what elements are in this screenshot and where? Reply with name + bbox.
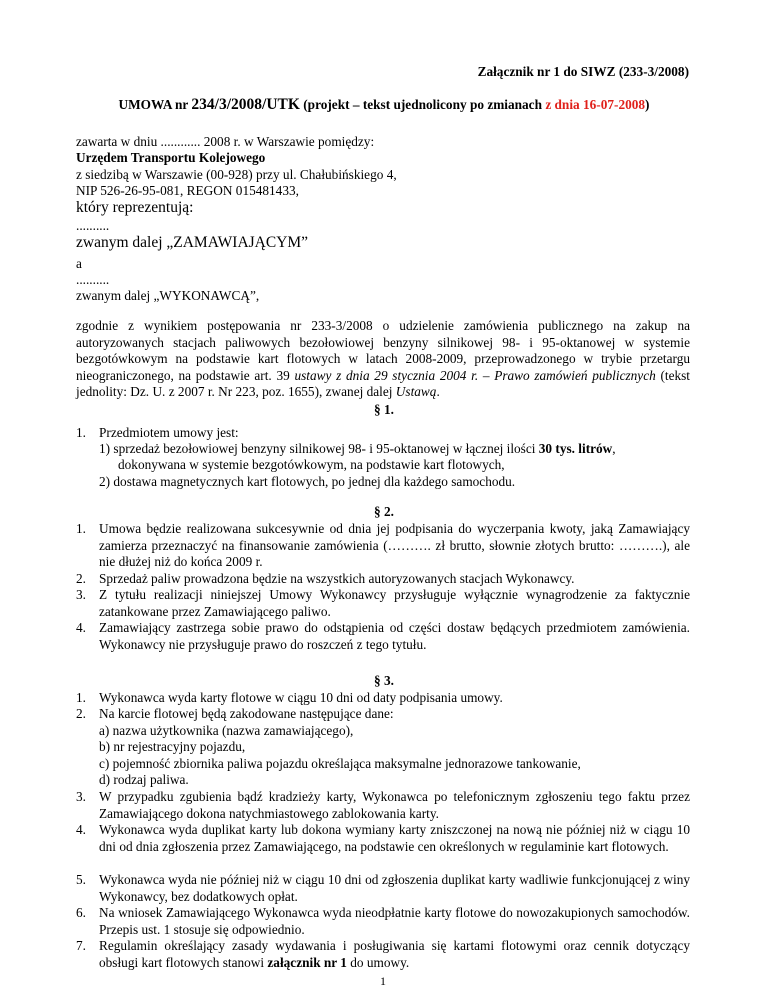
section-3-heading: § 3. [374, 673, 394, 688]
wykonawca-label: zwanym dalej „WYKONAWCĄ”, [76, 288, 260, 303]
item-number: 3. [76, 587, 86, 602]
section-3-subitem: b) nr rejestracyjny pojazdu, [99, 739, 246, 754]
section-3-item: W przypadku zgubienia bądź kradzieży karty, Wykonawca po telefonicznym zgłoszeniu tego faktu przez Zamawiającego dokona natychmiastowego zablokowania karty. [99, 789, 690, 821]
item-number: 2. [76, 706, 86, 721]
conjunction: a [76, 256, 82, 271]
section-1-subitem: 2) dostawa magnetycznych kart flotowych, po jednej dla każdego samochodu. [99, 474, 516, 489]
section-3-subitem: c) pojemność zbiornika paliwa pojazdu określająca maksymalne jednorazowe tankowanie, [99, 756, 581, 771]
contract-date-line: zawarta w dniu ............ 2008 r. w Warszawie pomiędzy: [76, 134, 375, 149]
placeholder-dots: .......... [76, 272, 110, 287]
section-1-subitem: 1) sprzedaż bezołowiowej benzyny silnikowej 98- i 95-oktanowej w łącznej ilości 30 tys. litrów, [99, 441, 616, 456]
section-3-item: Wykonawca wyda karty flotowe w ciągu 10 dni od daty podpisania umowy. [99, 690, 503, 705]
zamawiajacy-label: zwanym dalej „ZAMAWIAJĄCYM” [76, 234, 309, 251]
intro-paragraph: zgodnie z wynikiem postępowania nr 233-3/2008 o udzielenie zamówienia publicznego na zakup na autoryzowanych stacjach paliwowych bezołowiowej benzyny silnikowej 98- i 95-oktanowej w systemie bezgotówkowym na podstawie kart flotowych w latach 2008-2009, przeprowadzonego w trybie przetargu nieograniczonego, na podstawie art. 39 ustawy z dnia 29 stycznia 2004 r. – Prawo zamówień publicznych (tekst jednolity: Dz. U. z 2007 r. Nr 223, poz. 1655), zwanej dalej Ustawą. [76, 318, 690, 400]
contract-title: UMOWA nr 234/3/2008/UTK (projekt – tekst ujednolicony po zmianach z dnia 16-07-2008) [118, 96, 650, 113]
section-1-item: Przedmiotem umowy jest: [99, 425, 239, 440]
section-3-item: Regulamin określający zasady wydawania i posługiwania się kartami flotowymi oraz cennik dotyczący obsługi kart flotowych stanowi załącznik nr 1 do umowy. [99, 938, 690, 970]
section-3-subitem: d) rodzaj paliwa. [99, 772, 189, 787]
represented-by: który reprezentują: [76, 199, 194, 216]
section-3-subitem: a) nazwa użytkownika (nazwa zamawiającego), [99, 723, 354, 738]
item-number: 1. [76, 690, 86, 705]
item-number: 6. [76, 905, 86, 920]
section-2-item: Umowa będzie realizowana sukcesywnie od dnia jej podpisania do wyczerpania kwoty, jaką Zamawiający zamierza przeznaczyć na finansowanie zamówienia (………. zł brutto, słownie złotych brutto: ……….), ale nie dłużej niż do końca 2009 r. [99, 521, 690, 570]
section-2-item: Zamawiający zastrzega sobie prawo do odstąpienia od części dostaw będących przedmiotem zamówienia. Wykonawcy nie przysługuje prawo do roszczeń z tego tytułu. [99, 620, 690, 652]
section-3-item: Wykonawca wyda nie później niż w ciągu 10 dni od zgłoszenia duplikat karty wadliwie funkcjonującej z winy Wykonawcy, bez dodatkowych opłat. [99, 872, 690, 904]
annex-label: Załącznik nr 1 do SIWZ (233-3/2008) [477, 64, 689, 79]
section-1-heading: § 1. [374, 402, 394, 417]
organization-name: Urzędem Transportu Kolejowego [76, 150, 266, 165]
organization-ids: NIP 526-26-95-081, REGON 015481433, [76, 183, 299, 198]
item-number: 1. [76, 425, 86, 440]
item-number: 4. [76, 822, 86, 837]
item-number: 1. [76, 521, 86, 536]
item-number: 2. [76, 571, 86, 586]
section-1-subitem-cont: dokonywana w systemie bezgotówkowym, na podstawie kart flotowych, [118, 457, 505, 472]
section-3-item: Wykonawca wyda duplikat karty lub dokona wymiany karty zniszczonej na nową nie później niż w ciągu 10 dni od dnia zgłoszenia przez Zamawiającego, na podstawie cen określonych w regulaminie kart flotowych. [99, 822, 690, 854]
organization-address: z siedzibą w Warszawie (00-928) przy ul. Chałubińskiego 4, [76, 167, 397, 182]
item-number: 4. [76, 620, 86, 635]
section-3-item: Na wniosek Zamawiającego Wykonawca wyda nieodpłatnie karty flotowe do nowozakupionych samochodów. Przepis ust. 1 stosuje się odpowiednio. [99, 905, 690, 937]
item-number: 3. [76, 789, 86, 804]
section-3-item: Na karcie flotowej będą zakodowane następujące dane: [99, 706, 394, 721]
section-2-heading: § 2. [374, 504, 394, 519]
page-number: 1 [380, 974, 386, 988]
section-2-item: Z tytułu realizacji niniejszej Umowy Wykonawcy przysługuje wyłącznie wynagrodzenie za faktycznie zatankowane przez Zamawiającego paliwo. [99, 587, 690, 619]
placeholder-dots: .......... [76, 218, 110, 233]
item-number: 5. [76, 872, 86, 887]
item-number: 7. [76, 938, 86, 953]
section-2-item: Sprzedaż paliw prowadzona będzie na wszystkich autoryzowanych stacjach Wykonawcy. [99, 571, 575, 586]
